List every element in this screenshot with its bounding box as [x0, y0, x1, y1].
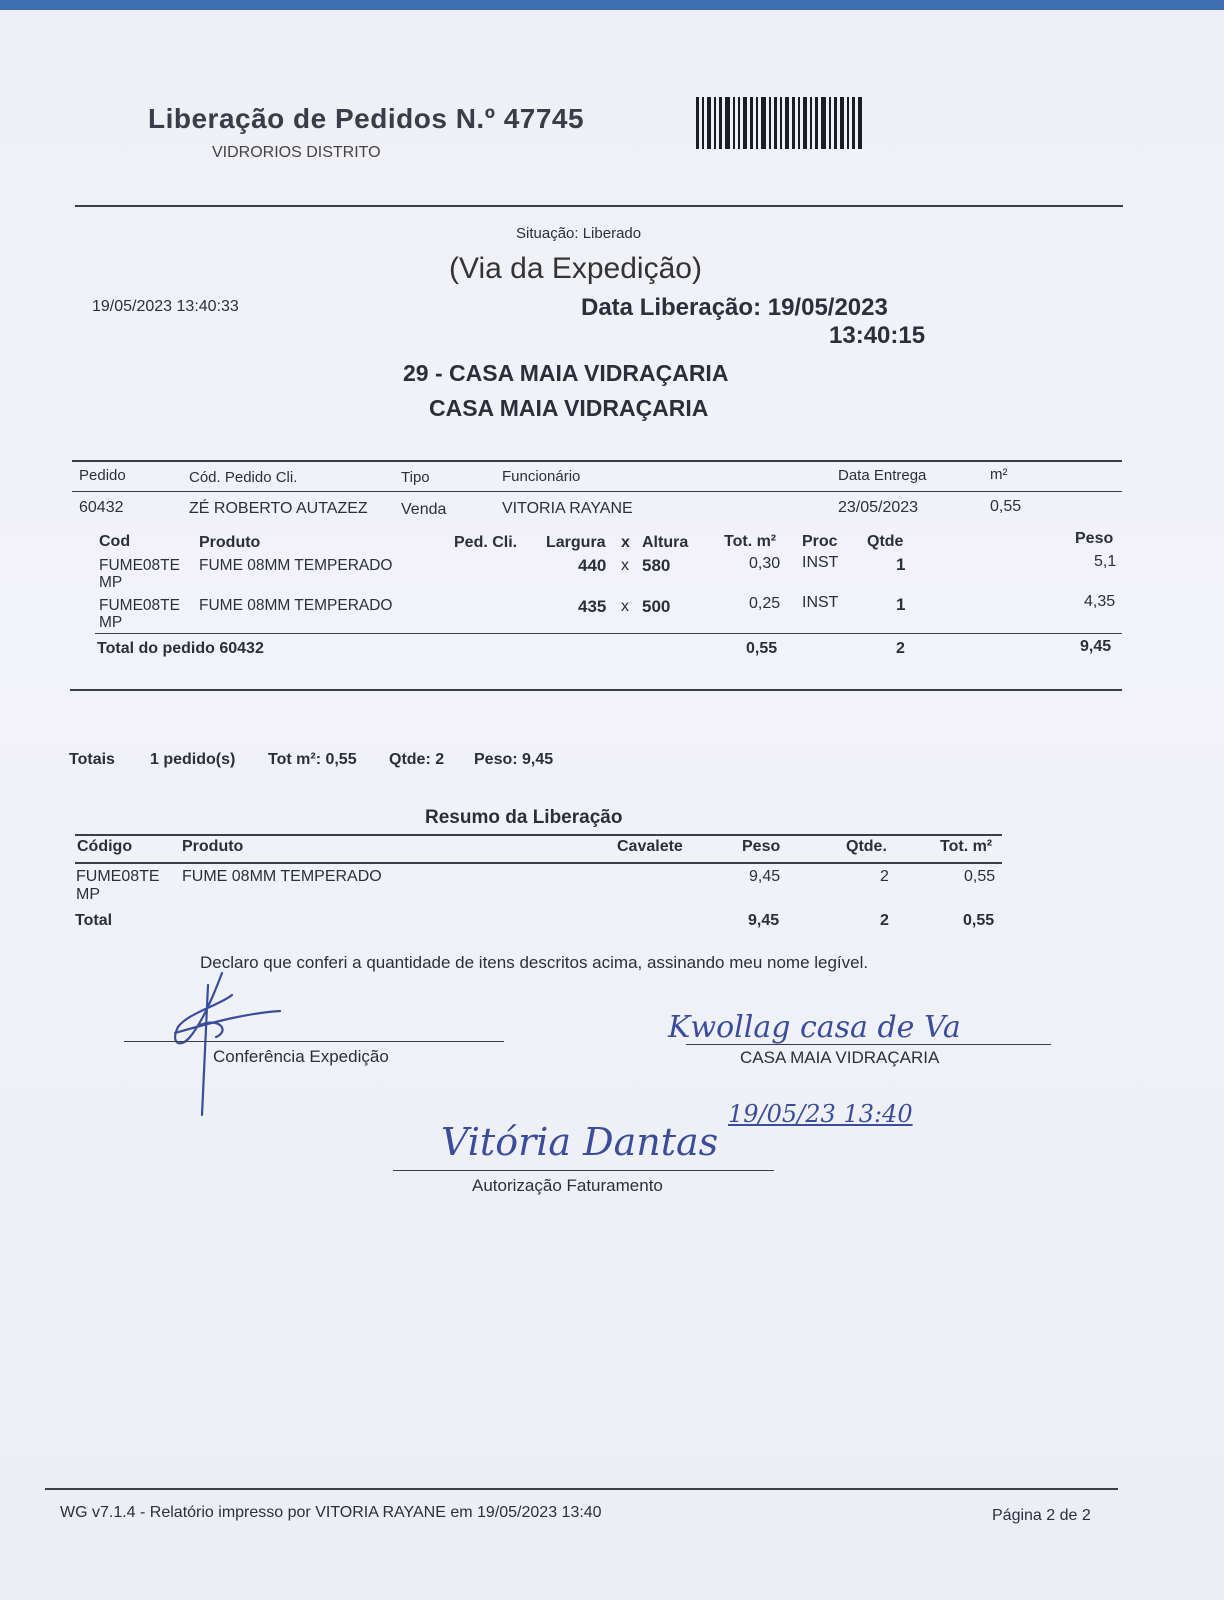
item-1-proc: INST: [802, 554, 839, 571]
col-data-entrega: Data Entrega: [838, 467, 927, 484]
conferencia-signature: [160, 965, 310, 1125]
conferencia-label: Conferência Expedição: [213, 1047, 389, 1066]
totais-qtde: Qtde: 2: [389, 751, 445, 768]
client-handwritten-signature: Kwollag casa de Va: [668, 1010, 961, 1045]
col-cod-pedido-cli: Cód. Pedido Cli.: [189, 469, 298, 486]
items-total-rule: [95, 633, 1122, 634]
pedido-top-rule: [72, 460, 1122, 462]
item-1-tot-m2: 0,30: [749, 555, 781, 572]
autorizacao-label: Autorização Faturamento: [472, 1176, 663, 1195]
pedido-funcionario: VITORIA RAYANE: [502, 500, 633, 517]
top-edge: [0, 0, 1224, 10]
cliente-label: CASA MAIA VIDRAÇARIA: [740, 1048, 940, 1067]
via-label: (Via da Expedição): [449, 252, 702, 285]
item-col-produto: Produto: [199, 534, 261, 551]
document-title: Liberação de Pedidos N.º 47745: [148, 103, 585, 134]
item-1-x: x: [621, 557, 629, 574]
pedido-total-m2: 0,55: [746, 640, 778, 657]
pedido-bottom-rule: [70, 689, 1122, 691]
footer-page-number: Página 2 de 2: [992, 1507, 1091, 1524]
resumo-title: Resumo da Liberação: [425, 807, 623, 828]
print-timestamp: 19/05/2023 13:40:33: [92, 298, 239, 315]
item-1-qtde: 1: [896, 555, 906, 574]
item-2-proc: INST: [802, 594, 839, 611]
handwritten-date: 19/05/23 13:40: [728, 1100, 913, 1128]
item-col-cod: Cod: [99, 533, 131, 550]
conferencia-line: [124, 1041, 504, 1042]
client-name-2: CASA MAIA VIDRAÇARIA: [429, 395, 709, 421]
resumo-total-qtde: 2: [880, 912, 889, 929]
barcode: [696, 97, 882, 149]
item-2-x: x: [621, 598, 629, 615]
footer-report-info: WG v7.1.4 - Relatório impresso por VITORIA RAYANE em 19/05/2023 13:40: [60, 1504, 602, 1521]
header-divider: [75, 205, 1123, 207]
item-1-cod: FUME08TE MP: [99, 557, 180, 591]
totais-peso: Peso: 9,45: [474, 751, 554, 768]
totais-m2: Tot m²: 0,55: [268, 751, 357, 768]
resumo-col-qtde: Qtde.: [846, 838, 887, 855]
item-1-altura: 580: [642, 556, 671, 575]
item-1-produto: FUME 08MM TEMPERADO: [199, 557, 393, 574]
resumo-row-peso: 9,45: [749, 868, 781, 885]
resumo-header-rule: [75, 862, 1002, 864]
pedido-header-rule: [72, 491, 1122, 492]
autorizacao-line: [393, 1170, 774, 1171]
pedido-tipo: Venda: [401, 501, 447, 518]
data-liberacao: Data Liberação: 19/05/2023: [581, 294, 888, 321]
resumo-row-produto: FUME 08MM TEMPERADO: [182, 868, 382, 885]
autorizacao-handwritten-signature: Vitória Dantas: [441, 1120, 719, 1164]
item-col-largura: Largura: [546, 534, 606, 551]
item-col-x: x: [621, 534, 630, 551]
resumo-row-codigo: FUME08TE MP: [76, 868, 160, 903]
item-2-tot-m2: 0,25: [749, 595, 781, 612]
resumo-col-codigo: Código: [77, 838, 133, 855]
item-2-produto: FUME 08MM TEMPERADO: [199, 597, 393, 614]
pedido-total-label: Total do pedido 60432: [97, 640, 264, 657]
item-col-peso: Peso: [1075, 530, 1114, 547]
totais-label: Totais: [69, 751, 115, 768]
item-col-proc: Proc: [802, 533, 838, 550]
resumo-top-rule: [75, 834, 1002, 836]
item-col-ped-cli: Ped. Cli.: [454, 534, 518, 551]
pedido-cod-cli: ZÉ ROBERTO AUTAZEZ: [189, 500, 368, 517]
item-2-qtde: 1: [896, 595, 906, 614]
item-2-cod: FUME08TE MP: [99, 597, 180, 631]
col-funcionario: Funcionário: [502, 468, 581, 485]
footer-rule: [45, 1488, 1118, 1490]
resumo-col-cavalete: Cavalete: [617, 838, 683, 855]
data-liberacao-time: 13:40:15: [829, 322, 926, 349]
col-m2: m²: [990, 466, 1008, 483]
resumo-total-label: Total: [75, 912, 113, 929]
item-1-largura: 440: [578, 556, 607, 575]
pedido-data-entrega: 23/05/2023: [838, 499, 919, 516]
resumo-total-peso: 9,45: [748, 912, 780, 929]
resumo-col-peso: Peso: [742, 838, 781, 855]
client-name: 29 - CASA MAIA VIDRAÇARIA: [403, 360, 729, 386]
company-subtitle: VIDRORIOS DISTRITO: [212, 144, 381, 161]
item-2-altura: 500: [642, 597, 671, 616]
cliente-line: [686, 1044, 1051, 1045]
resumo-col-produto: Produto: [182, 838, 244, 855]
resumo-total-tot-m2: 0,55: [963, 912, 995, 929]
situacao: Situação: Liberado: [516, 225, 642, 242]
col-tipo: Tipo: [401, 469, 430, 486]
resumo-col-tot-m2: Tot. m²: [940, 838, 993, 855]
resumo-row-tot-m2: 0,55: [964, 868, 996, 885]
pedido-m2: 0,55: [990, 498, 1022, 515]
pedido-total-qtde: 2: [896, 640, 905, 657]
resumo-row-qtde: 2: [880, 868, 889, 885]
item-2-peso: 4,35: [1084, 593, 1116, 610]
pedido-total-peso: 9,45: [1080, 638, 1112, 655]
item-col-altura: Altura: [642, 534, 689, 551]
declaration-text: Declaro que conferi a quantidade de itens descritos acima, assinando meu nome legível.: [200, 953, 869, 972]
item-col-tot-m2: Tot. m²: [724, 533, 777, 550]
totais-pedidos: 1 pedido(s): [150, 751, 236, 768]
pedido-number: 60432: [79, 499, 124, 516]
item-1-peso: 5,1: [1094, 553, 1117, 570]
item-2-largura: 435: [578, 597, 607, 616]
col-pedido: Pedido: [79, 467, 126, 484]
item-col-qtde: Qtde: [867, 533, 904, 550]
